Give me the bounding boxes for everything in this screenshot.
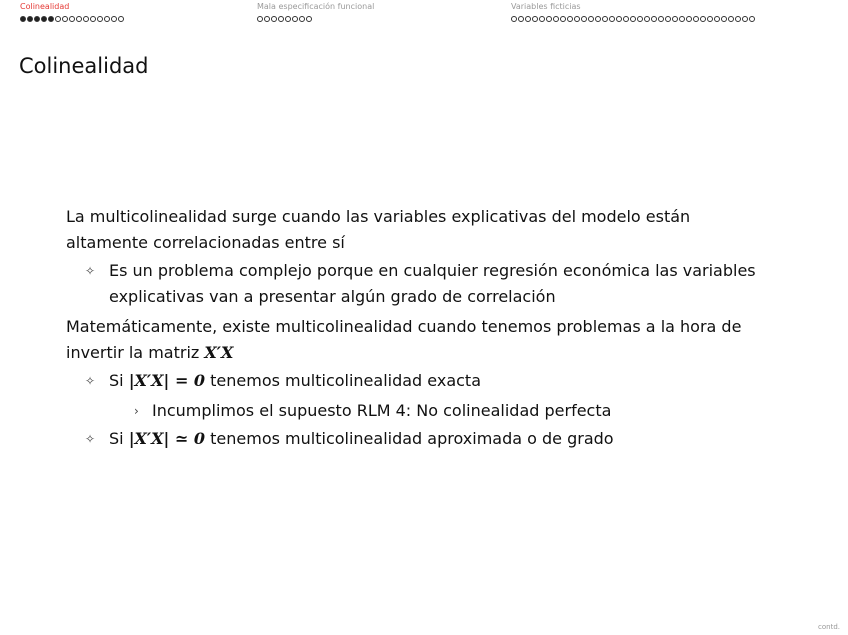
- nav-dot[interactable]: [707, 16, 713, 22]
- frame-title: Colinealidad: [19, 54, 149, 78]
- nav-dot[interactable]: [686, 16, 692, 22]
- nav-dot[interactable]: [48, 16, 54, 22]
- nav-dot[interactable]: [264, 16, 270, 22]
- nav-dot[interactable]: [104, 16, 110, 22]
- nav-dot[interactable]: [41, 16, 47, 22]
- nav-section-label[interactable]: Colinealidad: [20, 2, 70, 11]
- nav-dot[interactable]: [644, 16, 650, 22]
- nav-dot[interactable]: [581, 16, 587, 22]
- diamond-arrow-icon: ✧: [85, 264, 96, 278]
- nav-dot[interactable]: [714, 16, 720, 22]
- nav-dot[interactable]: [34, 16, 40, 22]
- nav-dot[interactable]: [672, 16, 678, 22]
- paragraph-definition: La multicolinealidad surge cuando las variables explicativas del modelo están altamente correlacionadas entre sí: [66, 207, 691, 252]
- nav-dot[interactable]: [637, 16, 643, 22]
- nav-dot[interactable]: [525, 16, 531, 22]
- nav-dot[interactable]: [306, 16, 312, 22]
- nav-dot[interactable]: [693, 16, 699, 22]
- nav-section-mala-especificacion[interactable]: [257, 2, 374, 22]
- sub-item-complexity: [85, 258, 766, 310]
- nav-dots: [257, 16, 374, 22]
- nav-dot[interactable]: [651, 16, 657, 22]
- sub-item-text: Es un problema complejo porque en cualquier regresión económica las variables explicativas van a presentar algún grado de correlación: [109, 261, 756, 306]
- determinant-approx-expression: |X′X| ≃ 0: [128, 429, 206, 448]
- nav-dot[interactable]: [518, 16, 524, 22]
- sub-item-approx-pre: Si: [109, 429, 129, 448]
- paragraph-math-text: Matemáticamente, existe multicolinealidad cuando tenemos problemas a la hora de invertir la matriz: [66, 317, 742, 362]
- nav-dot[interactable]: [271, 16, 277, 22]
- sub-item-approx: [85, 426, 766, 452]
- nav-dot[interactable]: [574, 16, 580, 22]
- nav-dot[interactable]: [679, 16, 685, 22]
- nav-dot[interactable]: [567, 16, 573, 22]
- nav-dot[interactable]: [735, 16, 741, 22]
- diamond-arrow-icon: ✧: [85, 374, 96, 388]
- diamond-arrow-icon: ✧: [85, 432, 96, 446]
- paragraph-math: [66, 314, 766, 366]
- nav-dot[interactable]: [69, 16, 75, 22]
- nav-section-label[interactable]: Mala especificación funcional: [257, 2, 375, 11]
- nav-dot[interactable]: [616, 16, 622, 22]
- nav-section-variables-ficticias[interactable]: [511, 2, 755, 22]
- nav-dot[interactable]: [588, 16, 594, 22]
- nav-section-label[interactable]: Variables ficticias: [511, 2, 581, 11]
- nav-dot[interactable]: [749, 16, 755, 22]
- nav-dot[interactable]: [532, 16, 538, 22]
- sub-item-exact-post: tenemos multicolinealidad exacta: [205, 371, 482, 390]
- nav-dot[interactable]: [742, 16, 748, 22]
- nav-dot[interactable]: [539, 16, 545, 22]
- sub-item-exact: [85, 368, 766, 394]
- sub-item-approx-post: tenemos multicolinealidad aproximada o de grado: [205, 429, 614, 448]
- nav-dot[interactable]: [602, 16, 608, 22]
- nav-dot[interactable]: [292, 16, 298, 22]
- nav-dot[interactable]: [511, 16, 517, 22]
- nav-dot[interactable]: [278, 16, 284, 22]
- nav-dot[interactable]: [623, 16, 629, 22]
- nav-dots: [511, 16, 755, 22]
- matrix-expression: X′X: [204, 343, 234, 362]
- nav-dot[interactable]: [111, 16, 117, 22]
- nav-dot[interactable]: [728, 16, 734, 22]
- nav-dot[interactable]: [55, 16, 61, 22]
- footer-continued: contd.: [818, 623, 840, 631]
- nav-dot[interactable]: [560, 16, 566, 22]
- nav-dot[interactable]: [257, 16, 263, 22]
- nav-dot[interactable]: [721, 16, 727, 22]
- nav-dot[interactable]: [20, 16, 26, 22]
- nav-dot[interactable]: [658, 16, 664, 22]
- nav-dot[interactable]: [630, 16, 636, 22]
- nav-dot[interactable]: [665, 16, 671, 22]
- nav-dot[interactable]: [546, 16, 552, 22]
- nav-dot[interactable]: [83, 16, 89, 22]
- nav-dot[interactable]: [700, 16, 706, 22]
- nav-dot[interactable]: [97, 16, 103, 22]
- nav-dot[interactable]: [299, 16, 305, 22]
- determinant-zero-expression: |X′X| = 0: [128, 371, 206, 390]
- nav-section-colinealidad[interactable]: [20, 2, 124, 22]
- slide-content: [66, 204, 766, 456]
- sub-sub-item-text: Incumplimos el supuesto RLM 4: No colinealidad perfecta: [152, 401, 612, 420]
- nav-dot[interactable]: [553, 16, 559, 22]
- nav-dot[interactable]: [90, 16, 96, 22]
- nav-dot[interactable]: [609, 16, 615, 22]
- nav-dots: [20, 16, 124, 22]
- triangle-arrow-icon: ›: [134, 404, 139, 418]
- nav-dot[interactable]: [118, 16, 124, 22]
- sub-sub-item-rlm4: [134, 398, 766, 424]
- sub-item-exact-pre: Si: [109, 371, 129, 390]
- nav-dot[interactable]: [285, 16, 291, 22]
- nav-dot[interactable]: [76, 16, 82, 22]
- nav-dot[interactable]: [62, 16, 68, 22]
- nav-dot[interactable]: [595, 16, 601, 22]
- nav-dot[interactable]: [27, 16, 33, 22]
- navigation-bar: [0, 0, 848, 34]
